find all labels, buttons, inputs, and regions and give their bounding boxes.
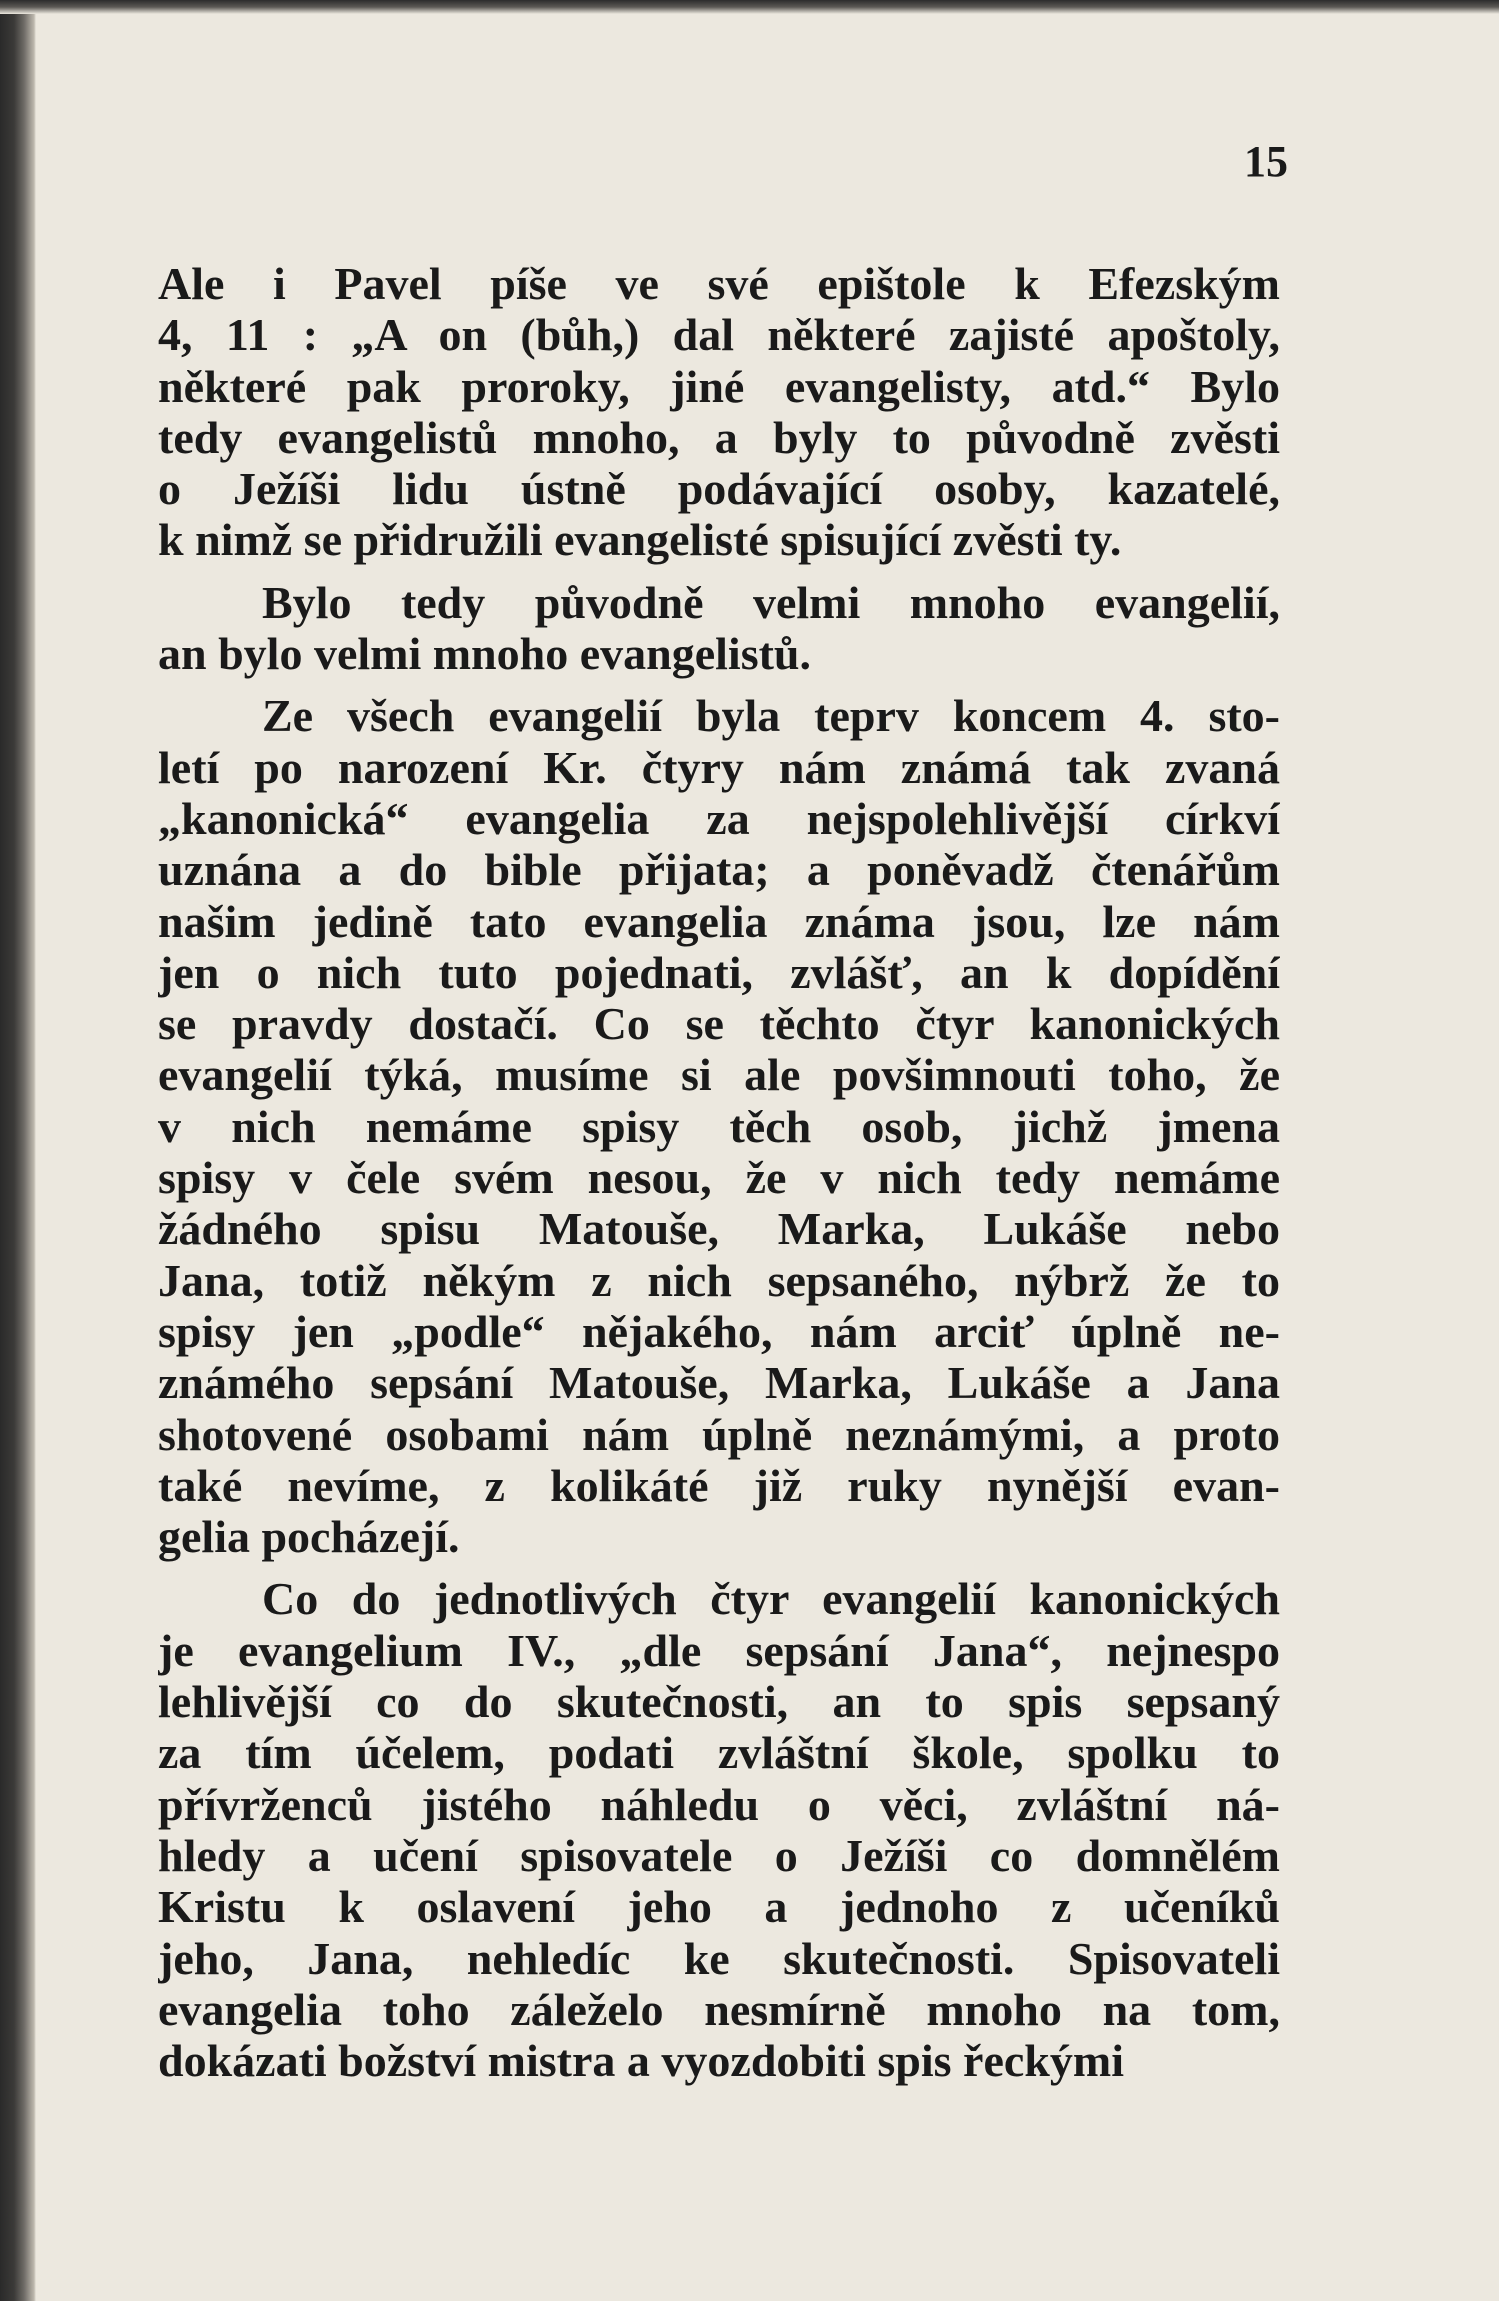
text-line: shotovené osobami nám úplně neznámými, a proto — [158, 1408, 1280, 1460]
page-number: 15 — [1244, 137, 1288, 186]
text-line: žádného spisu Matouše, Marka, Lukáše nebo — [158, 1203, 1280, 1255]
paragraph — [158, 1573, 1280, 2086]
body-text — [158, 258, 1280, 2086]
text-line: 4, 11 : „A on (bůh,) dal některé zajisté apoštoly, — [158, 309, 1280, 361]
paragraph — [158, 258, 1280, 566]
text-line: v nich nemáme spisy těch osob, jichž jmena — [158, 1100, 1280, 1152]
text-line: známého sepsání Matouše, Marka, Lukáše a Jana — [158, 1357, 1280, 1409]
text-line: tedy evangelistů mnoho, a byly to původně zvěsti — [158, 411, 1280, 463]
page-top-edge — [0, 0, 1499, 14]
text-line: o Ježíši lidu ústně podávající osoby, kazatelé, — [158, 463, 1280, 515]
text-line: některé pak proroky, jiné evangelisty, atd.“ Bylo — [158, 360, 1280, 412]
text-line: spisy jen „podle“ nějakého, nám arciť úplně ne- — [158, 1305, 1280, 1357]
text-line: přívrženců jistého náhledu o věci, zvláštní ná- — [158, 1778, 1280, 1830]
text-line: hledy a učení spisovatele o Ježíši co domnělém — [158, 1829, 1280, 1881]
paragraph — [158, 690, 1280, 1562]
text-line: dokázati božství mistra a vyozdobiti spis řeckými — [158, 2035, 1124, 2087]
text-line: se pravdy dostačí. Co se těchto čtyr kanonických — [158, 998, 1280, 1050]
text-line: Kristu k oslavení jeho a jednoho z učeníků — [158, 1881, 1280, 1933]
text-line: evangelia toho záleželo nesmírně mnoho na tom, — [158, 1983, 1280, 2035]
paragraph — [158, 577, 1280, 680]
text-line: je evangelium IV., „dle sepsání Jana“, nejnespo — [158, 1624, 1280, 1676]
text-line: Bylo tedy původně velmi mnoho evangelií, — [262, 576, 1280, 628]
text-line: an bylo velmi mnoho evangelistů. — [158, 628, 812, 680]
text-line: za tím účelem, podati zvláštní škole, spolku to — [158, 1727, 1280, 1779]
text-line: Ale i Pavel píše ve své epištole k Efezským — [158, 258, 1280, 309]
text-line: evangelií týká, musíme si ale povšimnouti toho, že — [158, 1049, 1280, 1101]
text-line: letí po narození Kr. čtyry nám známá tak zvaná — [158, 741, 1280, 793]
text-line: spisy v čele svém nesou, že v nich tedy nemáme — [158, 1152, 1280, 1204]
text-line: „kanonická“ evangelia za nejspolehlivější církví — [158, 792, 1280, 844]
text-line: gelia pocházejí. — [158, 1511, 460, 1563]
text-line: našim jedině tato evangelia známa jsou, lze nám — [158, 895, 1280, 947]
page-binding-shadow — [0, 0, 36, 2301]
text-line: také nevíme, z kolikáté již ruky nynější evan- — [158, 1459, 1280, 1511]
text-line: k nimž se přidružili evangelisté spisující zvěsti ty. — [158, 514, 1122, 566]
text-line: Co do jednotlivých čtyr evangelií kanonických — [262, 1573, 1280, 1625]
text-line: jen o nich tuto pojednati, zvlášť, an k dopídění — [158, 946, 1280, 998]
text-line: uznána a do bible přijata; a poněvadž čtenářům — [158, 844, 1280, 896]
text-line: Ze všech evangelií byla teprv koncem 4. sto- — [262, 690, 1280, 742]
text-line: Jana, totiž někým z nich sepsaného, nýbrž že to — [158, 1254, 1280, 1306]
text-line: jeho, Jana, nehledíc ke skutečnosti. Spisovateli — [158, 1932, 1280, 1984]
text-line: lehlivější co do skutečnosti, an to spis sepsaný — [158, 1676, 1280, 1728]
